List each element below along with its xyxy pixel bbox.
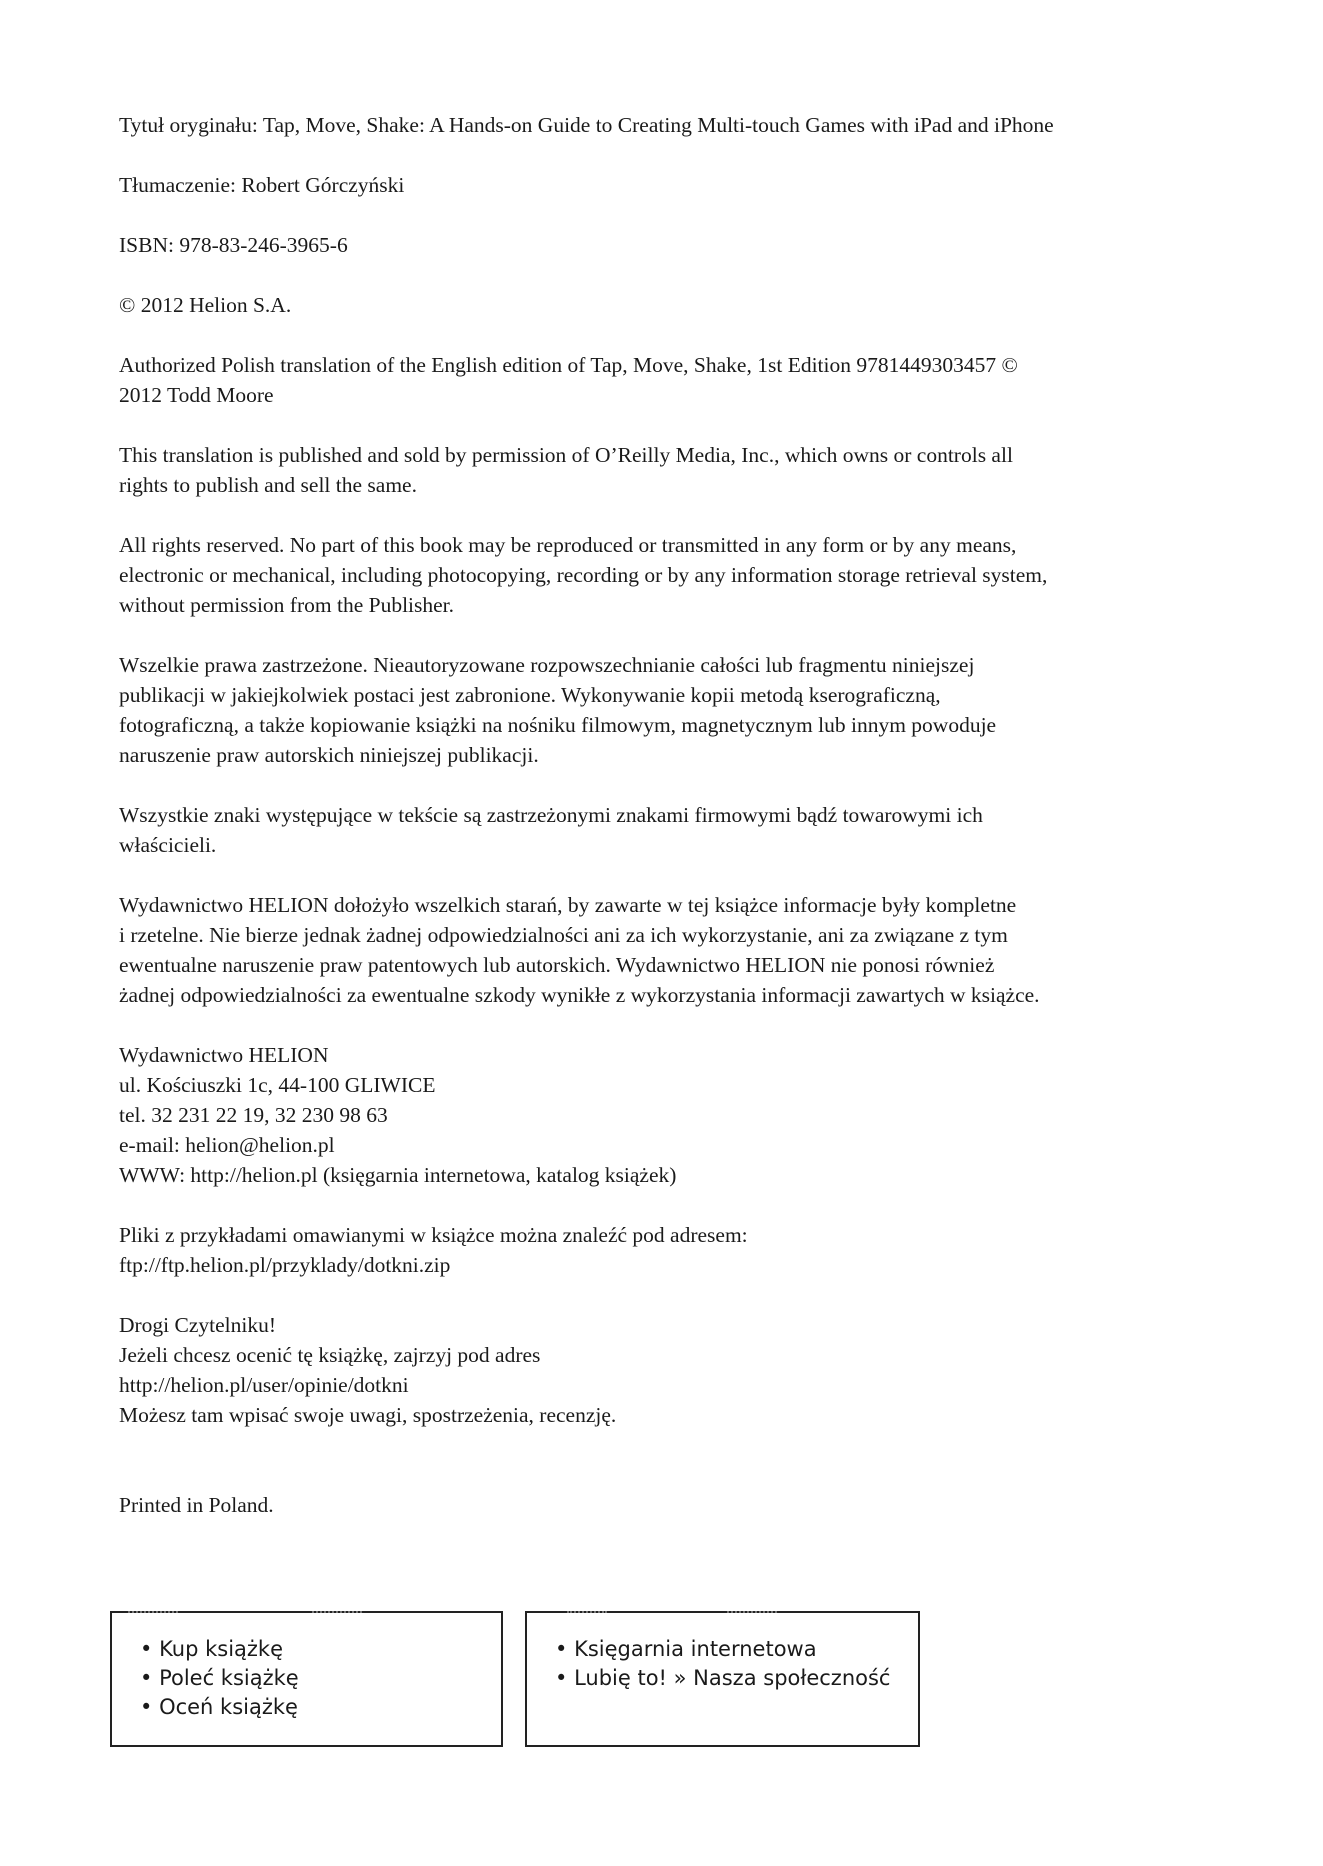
- authorized-translation: Authorized Polish translation of the English edition of Tap, Move, Shake, 1st Edition 9781449303457 © 2012 Todd Moore: [119, 353, 1018, 407]
- rate-book-link[interactable]: • Oceń książkę: [140, 1693, 501, 1722]
- original-title: Tytuł oryginału: Tap, Move, Shake: A Hands-on Guide to Creating Multi-touch Games with iPad and iPhone: [119, 113, 1054, 137]
- isbn: ISBN: 978-83-246-3965-6: [119, 233, 348, 257]
- rights-reserved-pl: Wszelkie prawa zastrzeżone. Nieautoryzowane rozpowszechnianie całości lub fragmentu niniejszej publikacji w jakiejkolwiek postaci jest zabronione. Wykonywanie kopii metodą kserograficzną, fotograficzną, a także kopiowanie książki na nośniku filmowym, magnetycznym lub innym powoduje naruszenie praw autorskich niniejszej publikacji.: [119, 653, 997, 767]
- community-link[interactable]: • Lubię to! » Nasza społeczność: [555, 1664, 918, 1693]
- buy-book-link[interactable]: • Kup książkę: [140, 1635, 501, 1664]
- decorative-dots: [128, 1611, 178, 1615]
- liability-disclaimer: Wydawnictwo HELION dołożyło wszelkich starań, by zawarte w tej książce informacje były kompletne i rzetelne. Nie bierze jednak żadnej odpowiedzialności ani za ich wykorzystanie, ani za związane z tym ewentualne naruszenie praw patentowych lub autorskich. Wydawnictwo HELION nie ponosi również żadnej odpowiedzialności za ewentualne szkody wynikłe z wykorzystania informacji zawartych w książce.: [119, 893, 1040, 1007]
- publisher-website[interactable]: WWW: http://helion.pl (księgarnia internetowa, katalog książek): [119, 1163, 677, 1187]
- link-boxes: [110, 1611, 922, 1751]
- reader-note: Drogi Czytelniku! Jeżeli chcesz ocenić tę książkę, zajrzyj pod adres http://helion.pl/user/opinie/dotkni Możesz tam wpisać swoje uwagi, spostrzeżenia, recenzję.: [119, 1310, 1249, 1430]
- review-link[interactable]: http://helion.pl/user/opinie/dotkni: [119, 1373, 409, 1397]
- publisher-email[interactable]: e-mail: helion@helion.pl: [119, 1133, 335, 1157]
- store-links-box: [525, 1611, 920, 1747]
- rights-reserved-en: All rights reserved. No part of this book may be reproduced or transmitted in any form or by any means, electronic or mechanical, including photocopying, recording or by any information storage retrieval system, without permission from the Publisher.: [119, 533, 1048, 617]
- example-files-link[interactable]: ftp://ftp.helion.pl/przyklady/dotkni.zip: [119, 1253, 451, 1277]
- translator: Tłumaczenie: Robert Górczyński: [119, 173, 405, 197]
- permission-notice: This translation is published and sold by permission of O’Reilly Media, Inc., which owns or controls all rights to publish and sell the same.: [119, 443, 1013, 497]
- decorative-dots: [312, 1611, 362, 1615]
- imprint: [119, 110, 1249, 1550]
- example-files: Pliki z przykładami omawianymi w książce można znaleźć pod adresem: ftp://ftp.helion.pl/przyklady/dotkni.zip: [119, 1220, 1249, 1280]
- decorative-dots: [727, 1611, 777, 1615]
- decorative-dots: [567, 1611, 607, 1615]
- copyright: © 2012 Helion S.A.: [119, 293, 292, 317]
- publisher-address: Wydawnictwo HELION ul. Kościuszki 1c, 44-100 GLIWICE tel. 32 231 22 19, 32 230 98 63 e-mail: helion@helion.pl WWW: http://helion.pl (księgarnia internetowa, katalog książek): [119, 1040, 1249, 1190]
- printed-in: Printed in Poland.: [119, 1493, 274, 1517]
- online-bookstore-link[interactable]: • Księgarnia internetowa: [555, 1635, 918, 1664]
- book-actions-box: [110, 1611, 503, 1747]
- recommend-book-link[interactable]: • Poleć książkę: [140, 1664, 501, 1693]
- trademarks-notice: Wszystkie znaki występujące w tekście są zastrzeżonymi znakami firmowymi bądź towarowymi ich właścicieli.: [119, 803, 983, 857]
